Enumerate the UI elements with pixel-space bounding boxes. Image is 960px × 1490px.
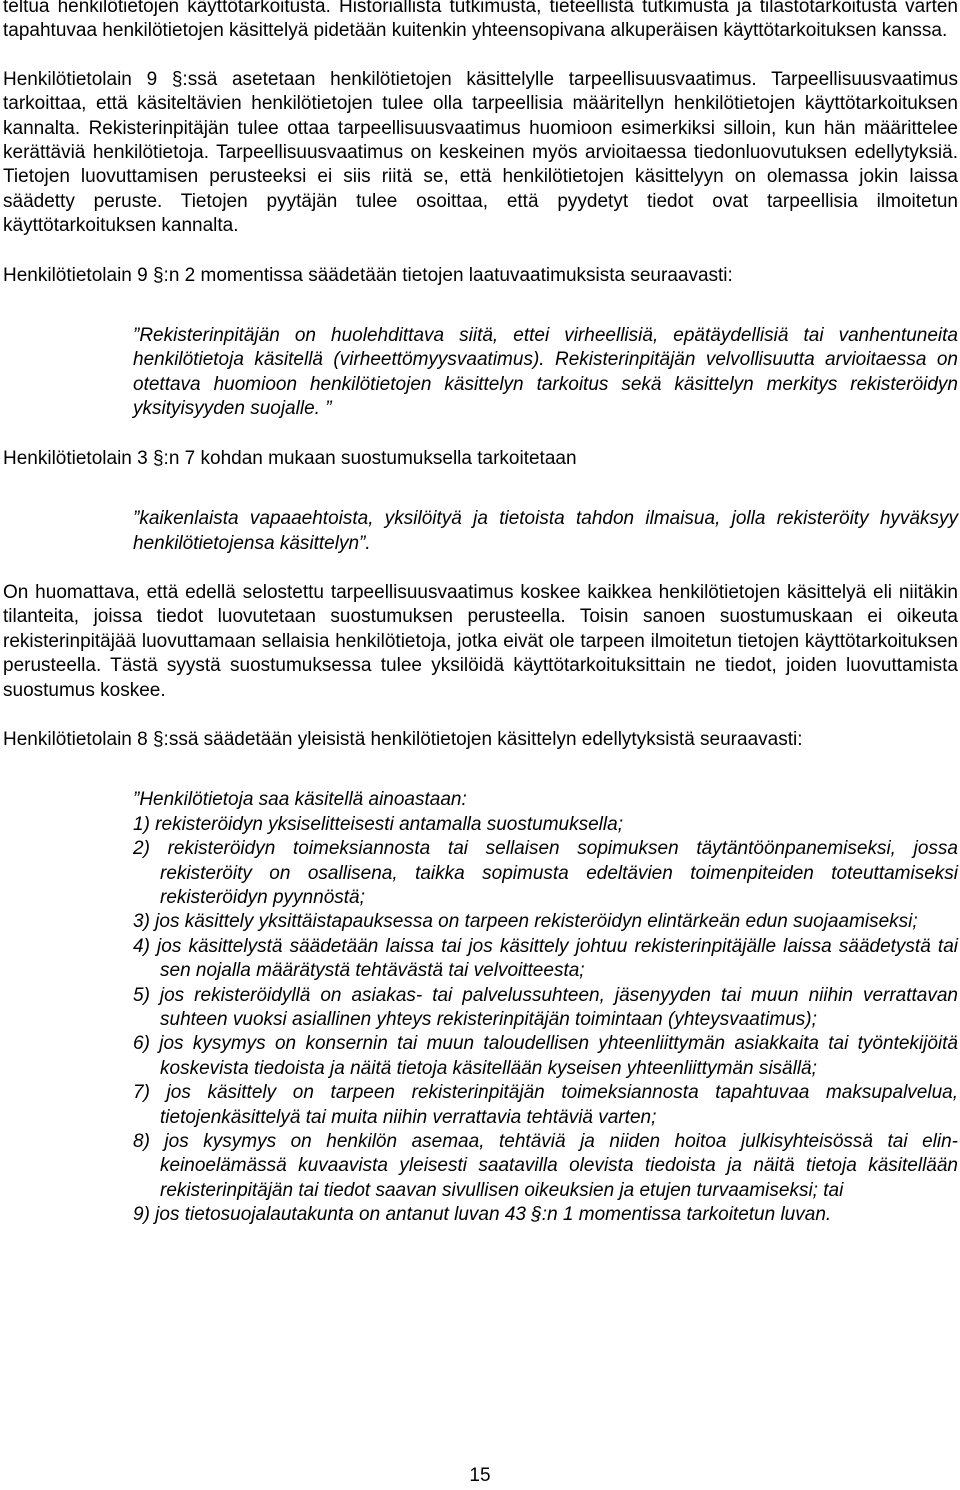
paragraph-necessity-requirement: Henkilötietolain 9 §:ssä asetetaan henkilötietojen käsittelylle tarpeellisuusvaatimus. Tarpeellisuusvaatimus tarkoittaa, että käsiteltävien henkilötietojen tulee olla tarpeellisia määritellyn henkilötietojen käyttötarkoituksen kannalta. Rekisterinpitäjän tulee ottaa tarpeellisuusvaatimus huomioon esimerkiksi silloin, kun hän määrittelee kerättäviä henkilötietoja. Tarpeellisuusvaatimus on keskeinen myös arvioitaessa tiedonluovutuksen edellytyksiä. Tietojen luovuttamisen perusteeksi ei siis riitä se, että henkilötietojen käsittelyyn on olemassa jokin laissa säädetty peruste. Tietojen pyytäjän tulee osoittaa, että pyydetyt tiedot ovat tarpeellisia ilmoitetun käyttötarkoituksen kannalta. — [3, 68, 958, 237]
list-intro: ”Henkilötietoja saa käsitellä ainoastaan: — [133, 789, 467, 811]
list-item: 9) jos tietosuojalautakunta on antanut luvan 43 §:n 1 momentissa tarkoitetun luvan. — [133, 1204, 832, 1226]
list-item: 5) jos rekisteröidyllä on asiakas- tai palvelussuhteen, jäsenyyden tai muun niihin verrattavan suhteen vuoksi asiallinen yhteys rekisterinpitäjän toimintaan (yhteysvaatimus); — [133, 984, 958, 1030]
paragraph-quality-requirements-intro: Henkilötietolain 9 §:n 2 momentissa säädetään tietojen laatuvaatimuksista seuraavasti: — [3, 264, 733, 286]
list-item: 3) jos käsittely yksittäistapauksessa on tarpeen rekisteröidyn elintärkeän edun suojaamiseksi; — [133, 911, 918, 933]
paragraph-processing-conditions-intro: Henkilötietolain 8 §:ssä säädetään yleisistä henkilötietojen käsittelyn edellytyksistä seuraavasti: — [3, 728, 803, 750]
list-item: 7) jos käsittely on tarpeen rekisterinpitäjän toimeksiannosta tapahtuvaa maksupalvelua, tietojenkäsittelyä tai muita niihin verrattavia tehtäviä varten; — [133, 1082, 958, 1128]
list-item: 8) jos kysymys on henkilön asemaa, tehtäviä ja niiden hoitoa julkisyhteisössä tai elinkeinoelämässä kuvaavista yleisesti saatavilla olevista tiedoista ja näitä tietoja käsitellään rekisterinpitäjän tai tiedot saavan sivullisen oikeuksien ja etujen turvaamiseksi; tai — [133, 1131, 958, 1201]
processing-conditions-list — [3, 813, 958, 1228]
page-number: 15 — [469, 1465, 491, 1486]
paragraph-consent-necessity: On huomattava, että edellä selostettu tarpeellisuusvaatimus koskee kaikkea henkilötietojen käsittelyä eli niitäkin tilanteita, joissa tiedot luovutetaan suostumuksen perusteella. Toisin sanoen suostumuskaan ei oikeuta rekisterinpitäjää luovuttamaan sellaisia henkilötietoja, jotka eivät ole tarpeen ilmoitetun tietojen käyttötarkoituksen perusteella. Tästä syystä suostumuksessa tulee yksilöidä käyttötarkoituksittain ne tiedot, joiden luovuttamista suostumus koskee. — [3, 581, 958, 701]
quote-accuracy-requirement: ”Rekisterinpitäjän on huolehdittava siitä, ettei virheellisiä, epätäydellisiä tai vanhentuneita henkilötietoja käsitellä (virheettömyysvaatimus). Rekisterinpitäjän velvollisuutta arvioitaessa on otettava huomioon henkilötietojen käsittelyn tarkoitus sekä käsittelyn merkitys rekisteröidyn yksityisyyden suojalle. ” — [133, 325, 958, 420]
list-item: 6) jos kysymys on konsernin tai muun taloudellisen yhteenliittymän asiakkaita tai työntekijöitä koskevista tiedoista ja näitä tietoja käsitellään kyseisen yhteenliittymän sisällä; — [133, 1033, 958, 1079]
paragraph-purpose-compatibility: teltua henkilötietojen käyttötarkoitusta. Historiallista tutkimusta, tieteellistä tutkimusta ja tilastotarkoitusta varten tapahtuvaa henkilötietojen käsittelyä pidetään kuitenkin yhteensopivana alkuperäisen käyttötarkoituksen kanssa. — [3, 0, 958, 42]
list-item: 4) jos käsittelystä säädetään laissa tai jos käsittely johtuu rekisterinpitäjälle laissa säädetystä tai sen nojalla määrätystä tehtävästä tai velvoitteesta; — [133, 935, 958, 982]
list-item: 1) rekisteröidyn yksiselitteisesti antamalla suostumuksella; — [133, 813, 623, 835]
list-item: 2) rekisteröidyn toimeksiannosta tai sellaisen sopimuksen täytäntöönpanemiseksi, jossa rekisteröity on osallisena, taikka sopimusta edeltävien toimenpiteiden toteuttamiseksi rekisteröidyn pyynnöstä; — [133, 838, 958, 908]
quote-consent-definition: ”kaikenlaista vapaaehtoista, yksilöityä ja tietoista tahdon ilmaisua, jolla rekisteröity hyväksyy henkilötietojensa käsittelyn”. — [133, 508, 958, 554]
paragraph-consent-definition-intro: Henkilötietolain 3 §:n 7 kohdan mukaan suostumuksella tarkoitetaan — [3, 447, 577, 469]
document-page — [3, 0, 958, 1228]
